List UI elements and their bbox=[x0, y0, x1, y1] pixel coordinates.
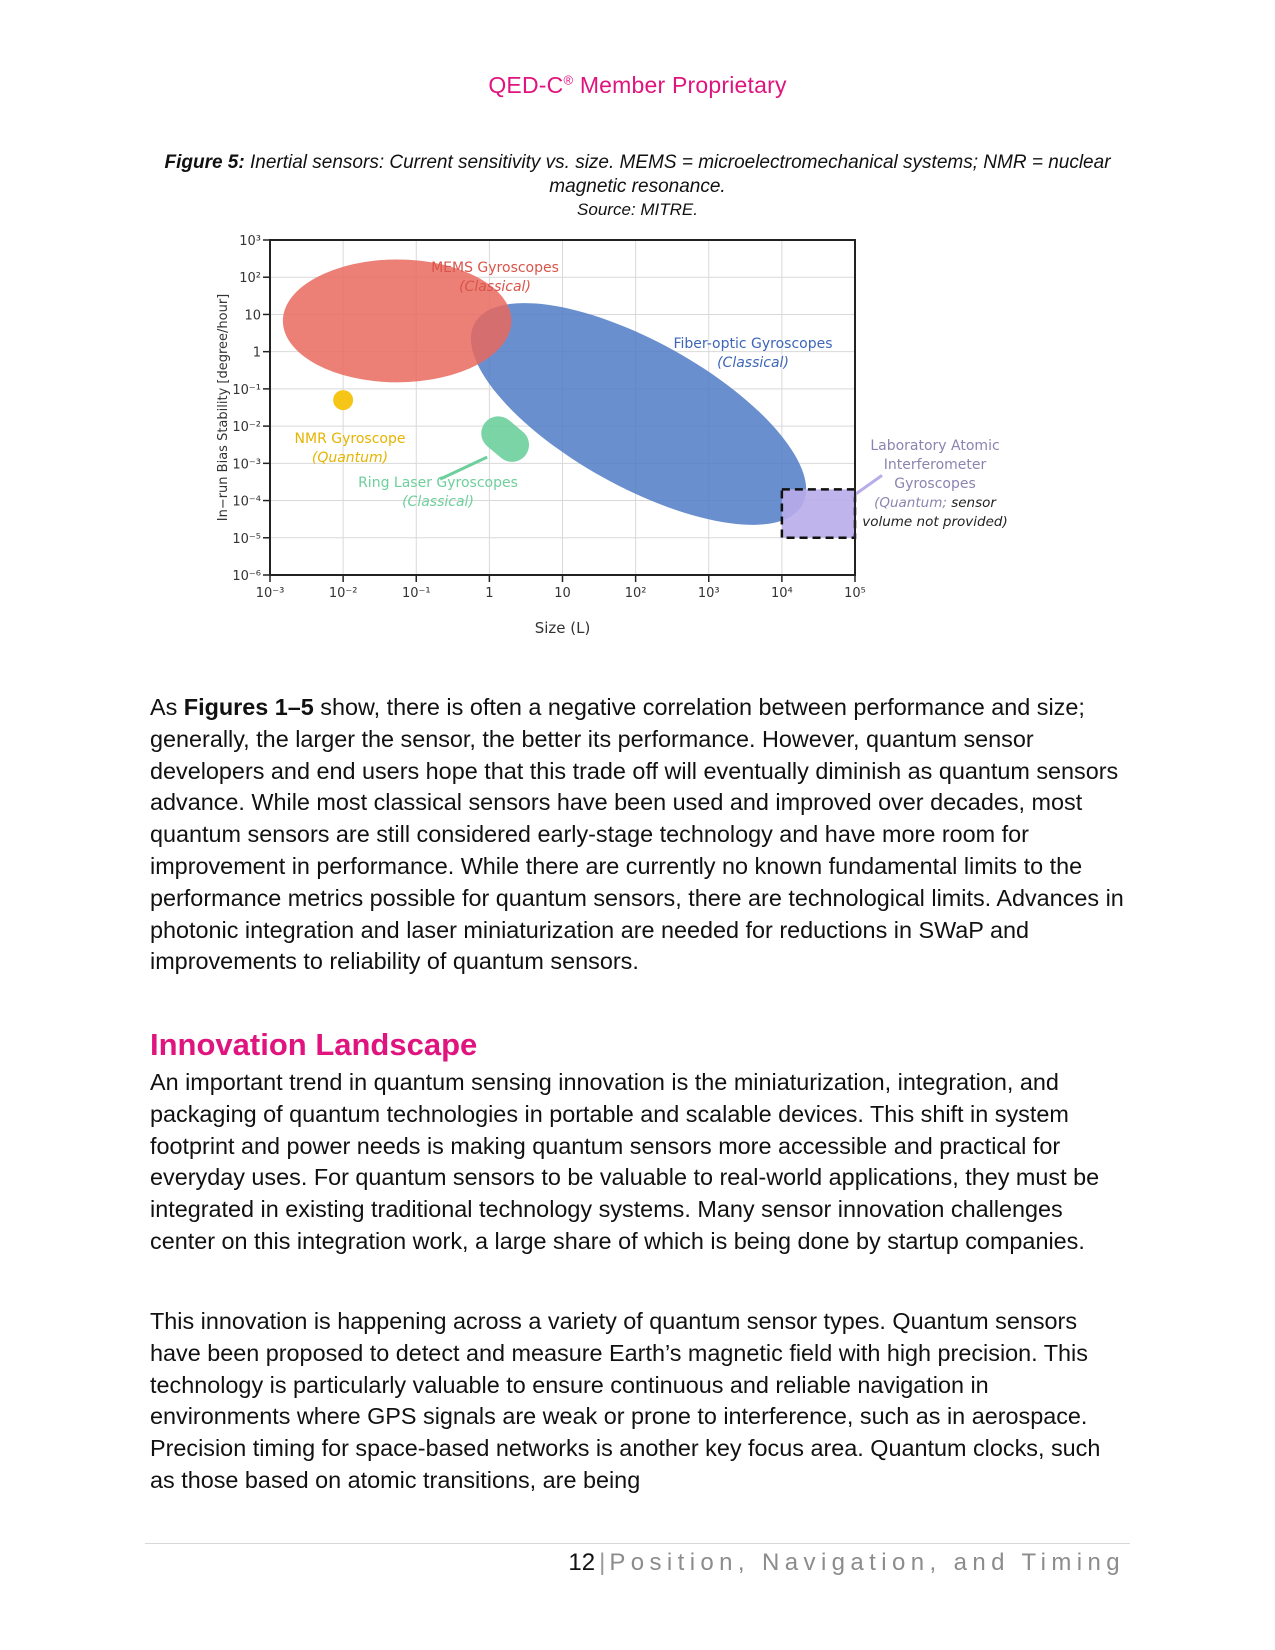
figure-5-chart bbox=[210, 230, 1090, 670]
x-tick-label: 1 bbox=[485, 586, 494, 601]
x-tick-label: 10³ bbox=[697, 586, 720, 601]
mems-label: MEMS Gyroscopes bbox=[431, 260, 559, 276]
section-heading: Innovation Landscape bbox=[150, 1027, 478, 1062]
atom-interferometer-note: volume not provided) bbox=[862, 514, 1008, 530]
atom-interferometer-label-line2: Interferometer bbox=[883, 457, 987, 473]
figure-label: Figure 5: bbox=[164, 152, 245, 173]
header-text-suffix: Member Proprietary bbox=[573, 72, 787, 98]
paragraph-1-bold: Figures 1–5 bbox=[183, 694, 314, 720]
y-tick-label: 10³ bbox=[239, 234, 261, 249]
page-header bbox=[0, 72, 1275, 99]
fiber-optic-label: Fiber-optic Gyroscopes bbox=[673, 336, 833, 352]
x-tick-label: 10 bbox=[554, 586, 571, 601]
caption-source: Source: MITRE. bbox=[577, 200, 698, 219]
footer-separator: | bbox=[599, 1549, 606, 1576]
chart-svg bbox=[210, 230, 1090, 670]
y-tick-label: 10 bbox=[244, 308, 261, 324]
x-tick-label: 10⁵ bbox=[844, 586, 866, 601]
mems-region bbox=[283, 259, 512, 382]
ring-laser-type-label: (Classical) bbox=[402, 494, 474, 510]
y-tick-label: 10⁻¹ bbox=[232, 382, 261, 398]
x-axis-label: Size (L) bbox=[534, 619, 591, 637]
x-tick-label: 10⁻¹ bbox=[401, 586, 431, 601]
nmr-point bbox=[333, 390, 353, 410]
paragraph-1-post: show, there is often a negative correlation between performance and size; generally, the larger the sensor, the better its performance. However, quantum sensor developers and end users hope that this trade off will eventually diminish as quantum sensors advance. While most classical sensors have been used and improved over decades, most quantum sensors are still considered early-stage technology and have more room for improvement in performance. While there are currently no known fundamental limits to the performance metrics possible for quantum sensors, there are technological limits. Advances in photonic integration and laser miniaturization are needed for reductions in SWaP and improvements to reliability of quantum sensors. bbox=[150, 694, 1124, 975]
y-tick-label: 10⁻⁶ bbox=[232, 569, 261, 584]
atom-interferometer-label-line3: Gyroscopes bbox=[894, 476, 976, 492]
y-tick-label: 10⁻⁴ bbox=[232, 494, 261, 510]
paragraph-2: An important trend in quantum sensing innovation is the miniaturization, integration, and packaging of quantum technologies in portable and scalable devices. This shift in system footprint and power needs is making quantum sensors more accessible and practical for everyday uses. For quantum sensors to be valuable to real-world applications, they must be integrated in existing traditional technology systems. Many sensor innovation challenges center on this integration work, a large share of which is being done by startup companies. bbox=[150, 1069, 1100, 1254]
atom-interferometer-type-label: (Quantum; sensor bbox=[874, 495, 996, 511]
x-tick-label: 10⁻³ bbox=[255, 586, 285, 601]
y-tick-label: 10² bbox=[239, 271, 261, 287]
fiber-optic-type-label: (Classical) bbox=[717, 355, 789, 371]
y-tick-label: 1 bbox=[252, 345, 261, 361]
paragraph-1-pre: As bbox=[150, 694, 184, 720]
y-tick-label: 10⁻⁵ bbox=[232, 531, 261, 547]
header-text: QED-C bbox=[488, 72, 564, 98]
paragraph-1 bbox=[150, 692, 1130, 978]
x-tick-label: 10² bbox=[624, 586, 647, 601]
x-tick-label: 10⁴ bbox=[770, 586, 793, 601]
page-number: 12 bbox=[568, 1549, 596, 1576]
nmr-label: NMR Gyroscope bbox=[294, 431, 406, 447]
footer-title: Position, Navigation, and Timing bbox=[609, 1549, 1125, 1576]
figure-caption bbox=[150, 151, 1125, 221]
y-tick-label: 10⁻² bbox=[232, 420, 261, 436]
registered-mark: ® bbox=[563, 72, 574, 88]
footer-divider bbox=[145, 1543, 1130, 1544]
page-footer bbox=[568, 1546, 1125, 1580]
x-tick-label: 10⁻² bbox=[328, 586, 358, 601]
atom-interferometer-label-line1: Laboratory Atomic bbox=[870, 438, 1000, 454]
ring-laser-label: Ring Laser Gyroscopes bbox=[358, 475, 518, 491]
atom-interferometer-region bbox=[782, 489, 855, 537]
mems-type-label: (Classical) bbox=[459, 279, 531, 295]
y-tick-label: 10⁻³ bbox=[232, 457, 261, 473]
nmr-type-label: (Quantum) bbox=[311, 450, 389, 466]
caption-text: Inertial sensors: Current sensitivity vs. size. MEMS = microelectromechanical systems; NMR = nuclear magnetic resonance. bbox=[244, 152, 1111, 197]
paragraph-3: This innovation is happening across a variety of quantum sensor types. Quantum sensors have been proposed to detect and measure Earth’s magnetic field with high precision. This technology is particularly valuable to ensure continuous and reliable navigation in environments where GPS signals are weak or prone to interference, such as in aerospace. Precision timing for space-based networks is another key focus area. Quantum clocks, such as those based on atomic transitions, are being bbox=[150, 1308, 1101, 1493]
y-axis-label: In−run Bias Stability [degree/hour] bbox=[216, 293, 231, 522]
